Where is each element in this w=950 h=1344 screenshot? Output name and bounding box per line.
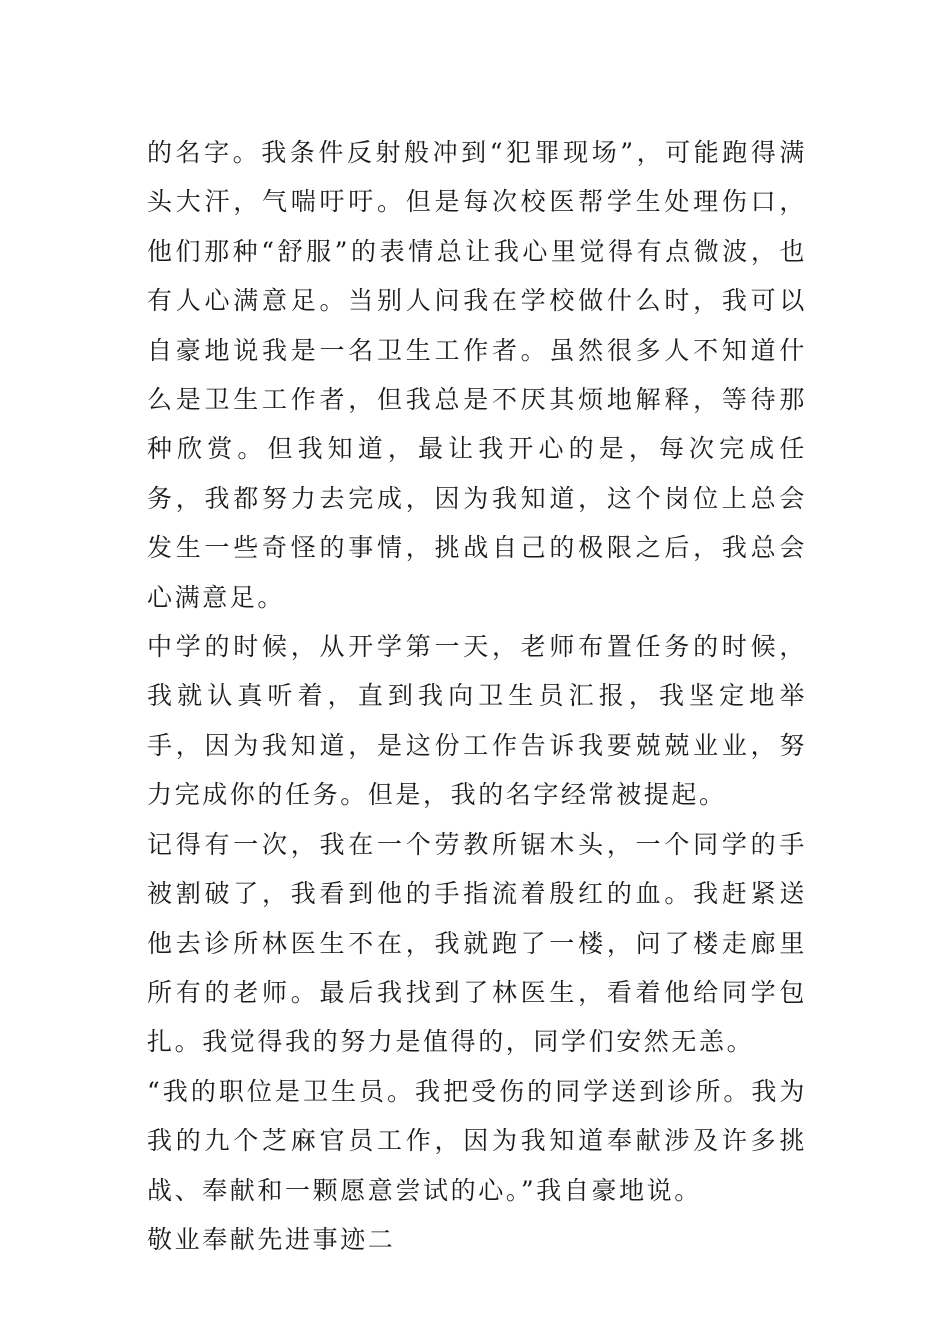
paragraph-1: 的名字。我条件反射般冲到“犯罪现场”，可能跑得满头大汗，气喘吁吁。但是每次校医帮学生处理伤口，他们那种“舒服”的表情总让我心里觉得有点微波，也有人心满意足。当别人问我在学校做什么时，我可以自豪地说我是一名卫生工作者。虽然很多人不知道什么是卫生工作者，但我总是不厌其烦地解释，等待那种欣赏。但我知道，最让我开心的是，每次完成任务，我都努力去完成，因为我知道，这个岗位上总会发生一些奇怪的事情，挑战自己的极限之后，我总会心满意足。: [147, 138, 807, 612]
paragraph-2: 中学的时候，从开学第一天，老师布置任务的时候，我就认真听着，直到我向卫生员汇报，我坚定地举手，因为我知道，是这份工作告诉我要兢兢业业，努力完成你的任务。但是，我的名字经常被提起。: [147, 632, 807, 810]
paragraph-4: “我的职位是卫生员。我把受伤的同学送到诊所。我为我的九个芝麻官员工作，因为我知道奉献涉及许多挑战、奉献和一颗愿意尝试的心。”我自豪地说。: [147, 1076, 807, 1205]
paragraph-3: 记得有一次，我在一个劳教所锯木头，一个同学的手被割破了，我看到他的手指流着殷红的血。我赶紧送他去诊所林医生不在，我就跑了一楼，问了楼走廊里所有的老师。最后我找到了林医生，看着他给同学包扎。我觉得我的努力是值得的，同学们安然无恙。: [147, 829, 807, 1057]
document-body: [147, 128, 807, 1264]
section-heading: 敬业奉献先进事迹二: [147, 1224, 396, 1254]
